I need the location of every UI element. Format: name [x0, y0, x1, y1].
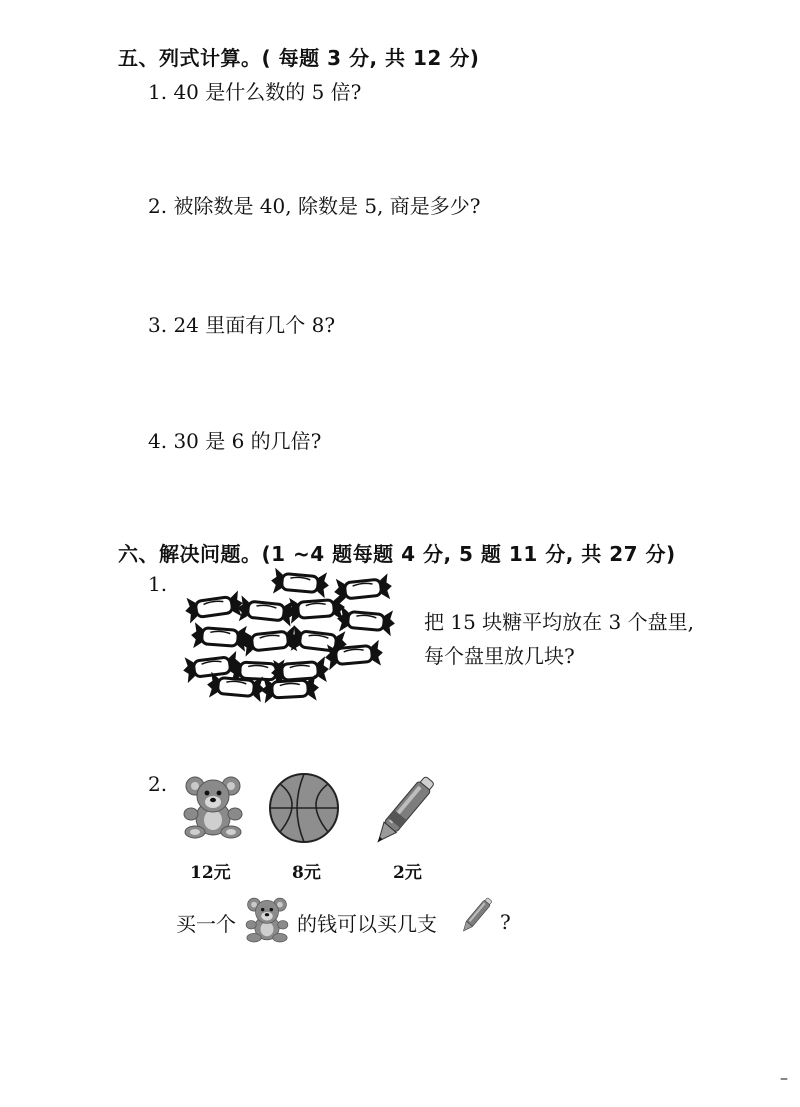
- question-5-2: 2. 被除数是 40, 除数是 5, 商是多少?: [148, 194, 481, 218]
- question-6-2-number: 2.: [148, 772, 168, 796]
- question-6-1-line2: 每个盘里放几块?: [424, 644, 575, 668]
- section-6-heading: 六、解决问题。(1 ~4 题每题 4 分, 5 题 11 分, 共 27 分): [118, 542, 676, 566]
- question-5-1: 1. 40 是什么数的 5 倍?: [148, 80, 362, 104]
- question-5-4: 4. 30 是 6 的几倍?: [148, 429, 322, 453]
- question-6-2-part1: 买一个: [176, 912, 236, 936]
- pen-price: 2元: [393, 863, 422, 883]
- basketball-price: 8元: [292, 863, 321, 883]
- candies-illustration: [178, 575, 388, 695]
- basketball-icon: [268, 772, 340, 844]
- question-6-1-number: 1.: [148, 572, 168, 596]
- teddy-bear-icon: [181, 774, 245, 838]
- page-mark: –: [780, 1068, 788, 1087]
- teddy-bear-price: 12元: [190, 863, 231, 883]
- question-6-2-part2: 的钱可以买几支: [297, 912, 437, 936]
- section-5-heading: 五、列式计算。( 每题 3 分, 共 12 分): [118, 46, 480, 70]
- question-6-1-line1: 把 15 块糖平均放在 3 个盘里,: [424, 610, 694, 634]
- pen-small-icon: [458, 894, 494, 938]
- question-6-2-part3: ?: [500, 910, 511, 934]
- pen-icon: [368, 770, 438, 854]
- question-5-3: 3. 24 里面有几个 8?: [148, 313, 336, 337]
- teddy-bear-small-icon: [244, 896, 290, 942]
